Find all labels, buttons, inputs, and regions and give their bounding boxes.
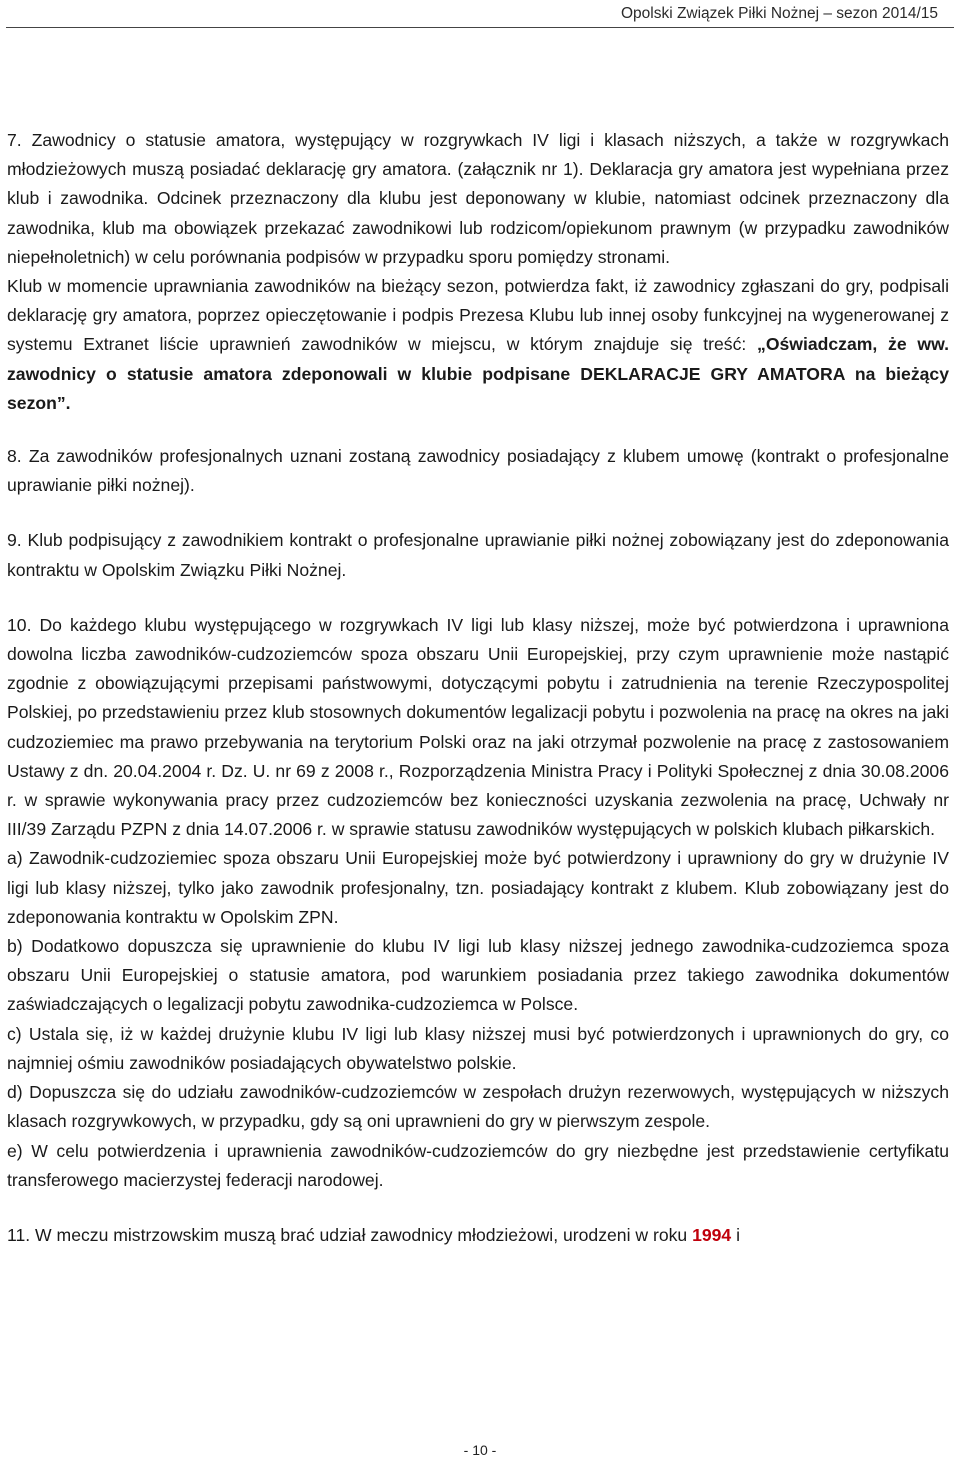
section-7-line1: 7. Zawodnicy o statusie amatora, występujący w rozgrywkach IV ligi i klasach niższych, a także w rozgrywkach młodzieżowych muszą posiadać deklarację gry amatora. (załącznik nr 1). Deklaracja gry amatora jest wypełniana przez klub i zawodnika.	[7, 130, 949, 209]
section-11-text: 11. W meczu mistrzowskim muszą brać udział zawodnicy młodzieżowi, urodzeni w roku	[7, 1224, 693, 1245]
section-10-item-e: e) W celu potwierdzenia i uprawnienia zawodników-cudzoziemców do gry niezbędne jest przedstawienie certyfikatu transferowego macierzystej federacji narodowej.	[7, 1140, 949, 1190]
page-header: Opolski Związek Piłki Nożnej – sezon 2014/15	[620, 5, 938, 22]
section-10-item-d: d) Dopuszcza się do udziału zawodników-cudzoziemców w zespołach drużyn rezerwowych, występujących w niższych klasach rozgrywkowych, w przypadku, gdy są oni uprawnieni do gry w pierwszym zespole.	[7, 1082, 949, 1132]
section-10-item-a: a) Zawodnik-cudzoziemiec spoza obszaru Unii Europejskiej może być potwierdzony i uprawniony do gry w drużynie IV ligi lub klasy niższej, tylko jako zawodnik profesjonalny, tzn. posiadający kontrakt z klubem. Klub zobowiązany jest do zdeponowania kontraktu w Opolskim ZPN.	[7, 848, 949, 927]
page-number: - 10 -	[463, 1442, 497, 1458]
section-10-intro: 10. Do każdego klubu występującego w rozgrywkach IV ligi lub klasy niższej, może być potwierdzona i uprawniona dowolna liczba zawodników-cudzoziemców spoza obszaru Unii Europejskiej, przy czym uprawnienie może nastąpić zgodnie z obowiązującymi przepisami państwowymi, dotyczącymi pobytu i zatrudnienia na terenie Rzeczypospolitej Polskiej, po przedstawieniu przez klub stosownych dokumentów legalizacji pobytu i pozwolenia na pracę na okres na jaki cudzoziemiec ma prawo przebywania na terytorium Polski oraz na jaki otrzymał pozwolenie na pracę z zastosowaniem Ustawy z dn. 20.04.2004 r. Dz. U. nr 69 z 2008 r., Rozporządzenia Ministra Pracy i Polityki Społecznej z dnia 30.08.2006 r. w sprawie wykonywania pracy przez cudzoziemców bez konieczności uzyskania zezwolenia na pracę, Uchwały nr III/39 Zarządu PZPN z dnia 14.07.2006 r. w sprawie statusu zawodników występujących w polskich klubach piłkarskich.	[7, 614, 949, 840]
section-7-klub-text: Klub w momencie uprawniania zawodników na bieżący sezon, potwierdza fakt, iż zawodnicy zgłaszani do gry, podpisali deklarację gry amatora, poprzez opieczętowanie i podpis Prezesa Klubu lub innej osoby funkcyjnej na wygenerowanej z systemu Extranet liście uprawnień zawodników w miejscu, w którym znajduje się treść:	[7, 276, 949, 355]
section-11-tail: i	[731, 1224, 741, 1245]
section-7-declaration-quote: „Oświadczam, że ww. zawodnicy o statusie amatora zdeponowali w klubie podpisane DEKLARACJE GRY AMATORA na bieżący sezon”.	[7, 334, 949, 413]
section-8: 8. Za zawodników profesjonalnych uznani zostaną zawodnicy posiadający z klubem umowę (kontrakt o profesjonalne uprawianie piłki nożnej).	[7, 446, 949, 496]
section-11-year: 1994	[692, 1224, 732, 1245]
section-7-line2: Odcinek przeznaczony dla klubu jest deponowany w klubie, natomiast odcinek przeznaczony dla zawodnika, klub ma obowiązek przekazać zawodnikowi lub rodzicom/opiekunom prawnym (w przypadku zawodników niepełnoletnich) w celu porównania podpisów w przypadku sporu pomiędzy stronami.	[7, 188, 949, 267]
section-7-klub-paragraph	[7, 272, 949, 418]
section-11	[7, 1221, 949, 1250]
header-divider	[6, 27, 954, 28]
section-10-item-c: c) Ustala się, iż w każdej drużynie klubu IV ligi lub klasy niższej musi być potwierdzonych i uprawnionych do gry, co najmniej ośmiu zawodników posiadających obywatelstwo polskie.	[7, 1023, 949, 1073]
section-9: 9. Klub podpisujący z zawodnikiem kontrakt o profesjonalne uprawianie piłki nożnej zobowiązany jest do zdeponowania kontraktu w Opolskim Związku Piłki Nożnej.	[7, 530, 949, 580]
document-body	[7, 126, 949, 1250]
section-7	[7, 126, 949, 272]
section-10-item-b: b) Dodatkowo dopuszcza się uprawnienie do klubu IV ligi lub klasy niższej jednego zawodnika-cudzoziemca spoza obszaru Unii Europejskiej o statusie amatora, pod warunkiem posiadania przez takiego zawodnika dokumentów zaświadczających o legalizacji pobytu zawodnika-cudzoziemca w Polsce.	[7, 936, 949, 1015]
